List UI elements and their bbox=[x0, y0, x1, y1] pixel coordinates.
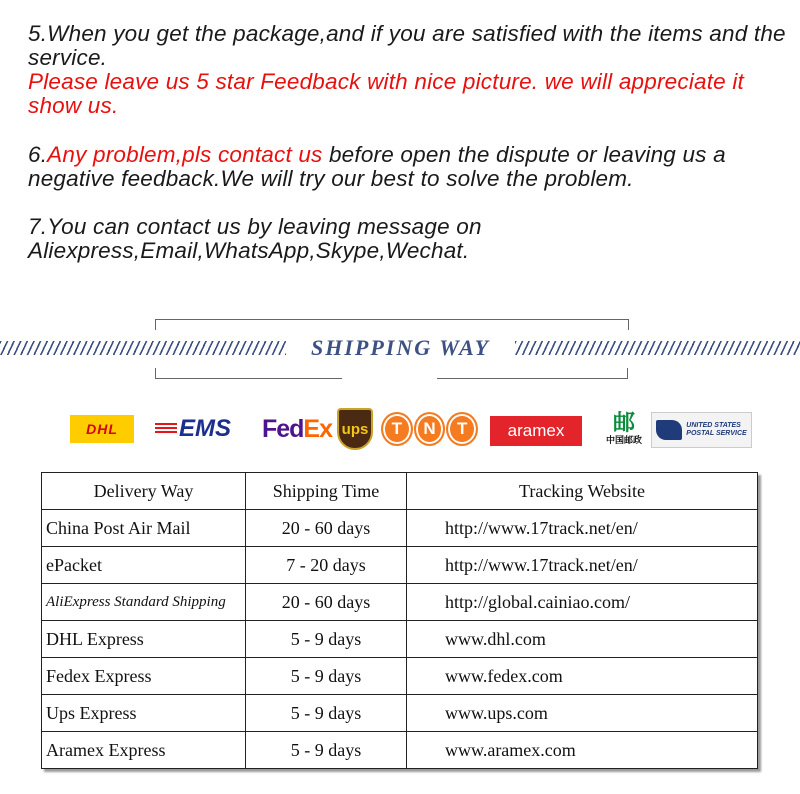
china-post-logo-text: 中国邮政 bbox=[605, 435, 642, 445]
banner-bracket-bottom-left bbox=[155, 368, 342, 379]
note-6-text: before open the dispute or leaving us a negative feedback.We will try our best to solve the problem. bbox=[28, 142, 726, 191]
shipping-time-cell: 20 - 60 days bbox=[246, 510, 407, 547]
note-5-text: 5.When you get the package,and if you are satisfied with the items and the service. bbox=[28, 21, 786, 70]
delivery-way-cell: DHL Express bbox=[42, 621, 246, 658]
banner-bracket-bottom-right bbox=[437, 368, 628, 379]
usps-logo-text bbox=[686, 422, 746, 438]
fedex-logo bbox=[260, 407, 334, 451]
banner-hatch-right bbox=[515, 341, 800, 355]
table-row bbox=[42, 584, 758, 621]
tnt-letter-n: N bbox=[414, 412, 446, 446]
delivery-way-cell: Fedex Express bbox=[42, 658, 246, 695]
delivery-way-cell: AliExpress Standard Shipping bbox=[42, 584, 246, 621]
shipping-time-cell: 5 - 9 days bbox=[246, 658, 407, 695]
ems-logo bbox=[140, 407, 246, 451]
delivery-way-cell: China Post Air Mail bbox=[42, 510, 246, 547]
usps-line-2: POSTAL SERVICE bbox=[686, 430, 747, 437]
china-post-mark-icon: 邮 bbox=[612, 410, 635, 435]
shipping-time-cell: 5 - 9 days bbox=[246, 732, 407, 769]
note-7-text: 7.You can contact us by leaving message on Aliexpress,Email,WhatsApp,Skype,Wechat. bbox=[28, 214, 482, 263]
banner-bracket-top bbox=[155, 319, 629, 330]
tracking-website-cell: http://www.17track.net/en/ bbox=[407, 547, 758, 584]
ups-shield-icon bbox=[337, 408, 373, 450]
ems-logo-text: EMS bbox=[178, 415, 231, 442]
tracking-website-cell: www.ups.com bbox=[407, 695, 758, 732]
shipping-time-cell: 5 - 9 days bbox=[246, 695, 407, 732]
table-row bbox=[42, 510, 758, 547]
tnt-logo bbox=[381, 407, 478, 451]
table-row bbox=[42, 695, 758, 732]
aramex-logo-text: aramex bbox=[507, 421, 565, 440]
dhl-logo bbox=[70, 415, 134, 443]
shipping-table bbox=[41, 472, 758, 769]
header-shipping-time: Shipping Time bbox=[246, 473, 407, 510]
ems-speed-lines-icon bbox=[155, 423, 177, 435]
tracking-website-cell: www.fedex.com bbox=[407, 658, 758, 695]
note-6 bbox=[28, 143, 788, 191]
header-tracking-website: Tracking Website bbox=[407, 473, 758, 510]
table-row bbox=[42, 621, 758, 658]
tracking-website-cell: http://www.17track.net/en/ bbox=[407, 510, 758, 547]
tracking-website-cell: www.dhl.com bbox=[407, 621, 758, 658]
tnt-letter-t1: T bbox=[381, 412, 413, 446]
usps-line-1: UNITED STATES bbox=[686, 422, 741, 429]
shipping-way-title: SHIPPING WAY bbox=[310, 335, 491, 360]
usps-logo bbox=[651, 412, 752, 448]
china-post-logo bbox=[601, 407, 647, 451]
table-row bbox=[42, 547, 758, 584]
banner-hatch-left bbox=[0, 341, 286, 355]
ups-logo-text: ups bbox=[341, 420, 369, 438]
fedex-logo-ex: Ex bbox=[303, 414, 333, 443]
usps-eagle-icon bbox=[656, 420, 682, 440]
table-header-row bbox=[42, 473, 758, 510]
tnt-letter-t2: T bbox=[446, 412, 478, 446]
note-5 bbox=[28, 22, 788, 118]
shipping-time-cell: 20 - 60 days bbox=[246, 584, 407, 621]
ups-logo bbox=[336, 407, 374, 451]
shipping-time-cell: 5 - 9 days bbox=[246, 621, 407, 658]
delivery-way-cell: Ups Express bbox=[42, 695, 246, 732]
table-row bbox=[42, 658, 758, 695]
dhl-logo-text: DHL bbox=[86, 421, 118, 437]
aramex-logo bbox=[490, 416, 582, 446]
table-row bbox=[42, 732, 758, 769]
note-6-number: 6. bbox=[28, 142, 48, 167]
delivery-way-cell: ePacket bbox=[42, 547, 246, 584]
note-7 bbox=[28, 215, 788, 263]
header-delivery-way: Delivery Way bbox=[42, 473, 246, 510]
shipping-time-cell: 7 - 20 days bbox=[246, 547, 407, 584]
fedex-logo-fed: Fed bbox=[261, 414, 304, 443]
tracking-website-cell: www.aramex.com bbox=[407, 732, 758, 769]
delivery-way-cell: Aramex Express bbox=[42, 732, 246, 769]
contact-us-notice: Any problem,pls contact us bbox=[47, 142, 323, 167]
tracking-website-cell: http://global.cainiao.com/ bbox=[407, 584, 758, 621]
feedback-request: Please leave us 5 star Feedback with nice picture. we will appreciate it show us. bbox=[28, 69, 744, 118]
